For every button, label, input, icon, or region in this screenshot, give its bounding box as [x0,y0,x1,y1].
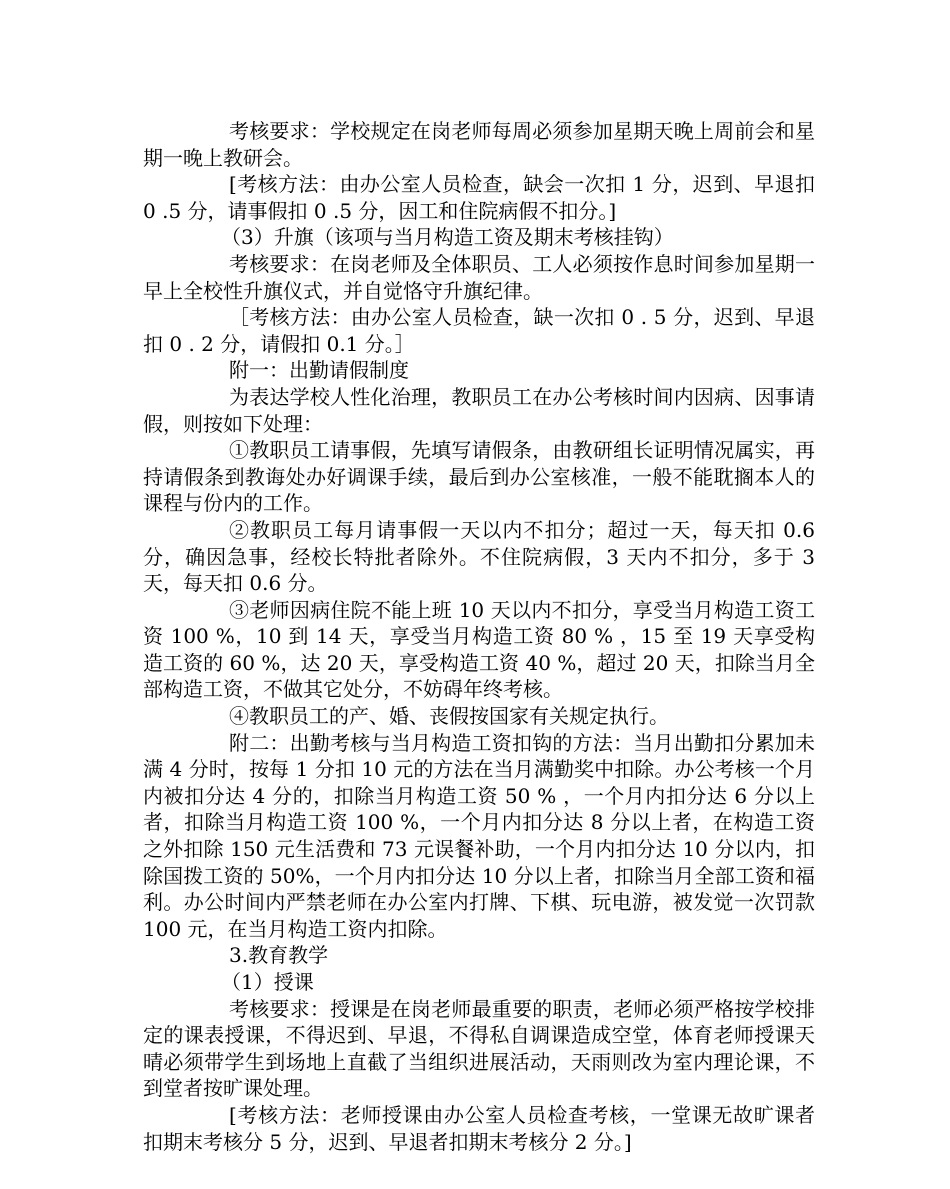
paragraph-leave-rule-3: ③老师因病住院不能上班 10 天以内不扣分，享受当月构造工资工资 100 %，10 到 14 天，享受当月构造工资 80 % ，15 至 19 天享受构造工资的 60 %，达 20 天，享受构造工资 40 %，超过 20 天，扣除当月全部构造工资，不做其它处分，不妨碍年终考核。 [143,597,815,702]
document-body [143,118,815,1155]
paragraph-meeting-requirement: 考核要求：学校规定在岗老师每周必须参加星期天晚上周前会和星期一晚上教研会。 [143,119,815,170]
paragraph-flag-method: ［考核方法：由办公室人员检查，缺一次扣 0 . 5 分，迟到、早退扣 0 . 2 分，请假扣 0.1 分。］ [143,305,815,356]
paragraph-leave-intro: 为表达学校人性化治理，教职员工在办公考核时间内因病、因事请假，则按如下处理： [143,384,815,436]
paragraph-teaching-requirement: 考核要求：授课是在岗老师最重要的职责，老师必须严格按学校排定的课表授课，不得迟到、早退，不得私自调课造成空堂，体育老师授课天晴必须带学生到场地上直截了当组织进展活动，天雨则改为室内理论课，不到堂者按旷课处理。 [143,996,815,1101]
paragraph-section-teaching: 3.教育教学 [229,943,329,968]
paragraph-leave-rule-4: ④教职员工的产、婚、丧假按国家有关规定执行。 [229,704,669,729]
paragraph-teaching-heading: （1）授课 [221,970,314,994]
paragraph-appendix-one-heading: 附一：出勤请假制度 [229,358,409,383]
paragraph-flag-requirement: 考核要求：在岗老师及全体职员、工人必须按作息时间参加星期一早上全校性升旗仪式，并自觉恪守升旗纪律。 [143,251,815,303]
paragraph-flag-heading: （3）升旗（该项与当月构造工资及期末考核挂钩） [221,225,674,250]
paragraph-leave-rule-2: ②教职员工每月请事假一天以内不扣分；超过一天，每天扣 0.6 分，确因急事，经校长特批者除外。不住院病假，3 天内不扣分，多于 3 天，每天扣 0.6 分。 [143,517,815,596]
paragraph-teaching-method: [考核方法：老师授课由办公室人员检查考核，一堂课无故旷课者扣期末考核分 5 分，迟到、早退者扣期末考核分 2 分。] [143,1102,815,1154]
paragraph-appendix-two: 附二：出勤考核与当月构造工资扣钩的方法：当月出勤扣分累加未满 4 分时，按每 1 分扣 10 元的方法在当月满勤奖中扣除。办公考核一个月内被扣分达 4 分的，扣除当月构造工资 50 % ，一个月内扣分达 6 分以上者，扣除当月构造工资 100 %，一个月内扣分达 8 分以上者，在构造工资之外扣除 150 元生活费和 73 元误餐补助，一个月内扣分达 10 分以内，扣除国拨工资的 50%，一个月内扣分达 10 分以上者，扣除当月全部工资和福利。办公时间内严禁老师在办公室内打牌、下棋、玩电游，被发觉一次罚款 100 元，在当月构造工资内扣除。 [143,730,815,941]
paragraph-meeting-method: [考核方法：由办公室人员检查，缺会一次扣 1 分，迟到、早退扣 0 .5 分，请事假扣 0 .5 分，因工和住院病假不扣分。] [143,172,815,223]
paragraph-leave-rule-1: ①教职员工请事假，先填写请假条，由教研组长证明情况属实，再持请假条到教诲处办好调课手续，最后到办公室核准，一般不能耽搁本人的课程与份内的工作。 [143,438,815,516]
